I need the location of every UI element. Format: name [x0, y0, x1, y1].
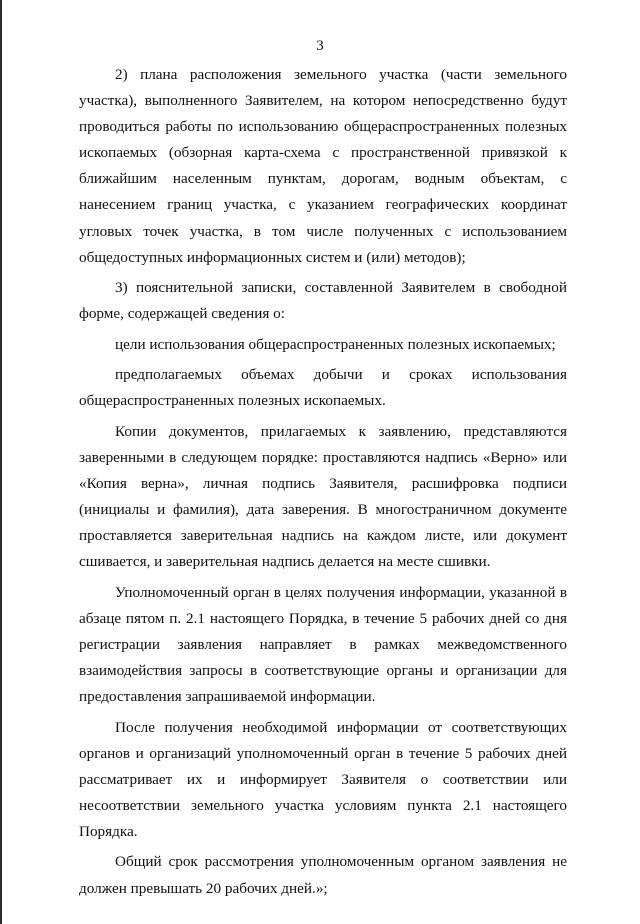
paragraph-document-copies: Копии документов, прилагаемых к заявлению, представляются заверенными в следующем порядке: проставляются надпись «Верно» или «Копия верна», личная подпись Заявителя, расшифровка подписи (инициалы и фамилия), дата заверения. В многостраничном документе проставляется заверительная надпись на каждом листе, или документ сшивается, и заверительная надпись делается на месте сшивки.	[79, 422, 567, 571]
paragraph-total-term: Общий срок рассмотрения уполномоченным органом заявления не должен превышать 20 рабочих дней.»;	[79, 853, 567, 897]
paragraph-authorized-body-request: Уполномоченный орган в целях получения информации, указанной в абзаце пятом п. 2.1 настоящего Порядка, в течение 5 рабочих дней со дня регистрации заявления направляет в рамках межведомственного взаимодействия запросы в соответствующие органы и организации для предоставления запрашиваемой информации.	[79, 583, 567, 706]
document-body	[79, 62, 567, 902]
paragraph-extraction-volumes: предполагаемых объемах добычи и сроках использования общераспространенных полезных ископаемых.	[79, 366, 567, 410]
page-number: 3	[316, 38, 324, 54]
scan-left-edge	[0, 0, 2, 924]
paragraph-explanatory-note: 3) пояснительной записки, составленной Заявителем в свободной форме, содержащей сведения о:	[79, 279, 567, 323]
paragraph-usage-purpose: цели использования общераспространенных полезных ископаемых;	[115, 335, 556, 353]
paragraph-plan-location: 2) плана расположения земельного участка (части земельного участка), выполненного Заявителем, на котором непосредственно будут проводиться работы по использованию общераспространенных полезных ископаемых (обзорная карта-схема с пространственной привязкой к ближайшим населенным пунктам, дорогам, водным объектам, с нанесением границ участка, с указанием географических координат угловых точек участка, в том числе полученных с использованием общедоступных информационных систем и (или) методов);	[79, 66, 567, 266]
paragraph-review-result: После получения необходимой информации от соответствующих органов и организаций уполномоченный орган в течение 5 рабочих дней рассматривает их и информирует Заявителя о соответствии или несоответствии земельного участка условиям пункта 2.1 настоящего Порядка.	[79, 718, 567, 840]
